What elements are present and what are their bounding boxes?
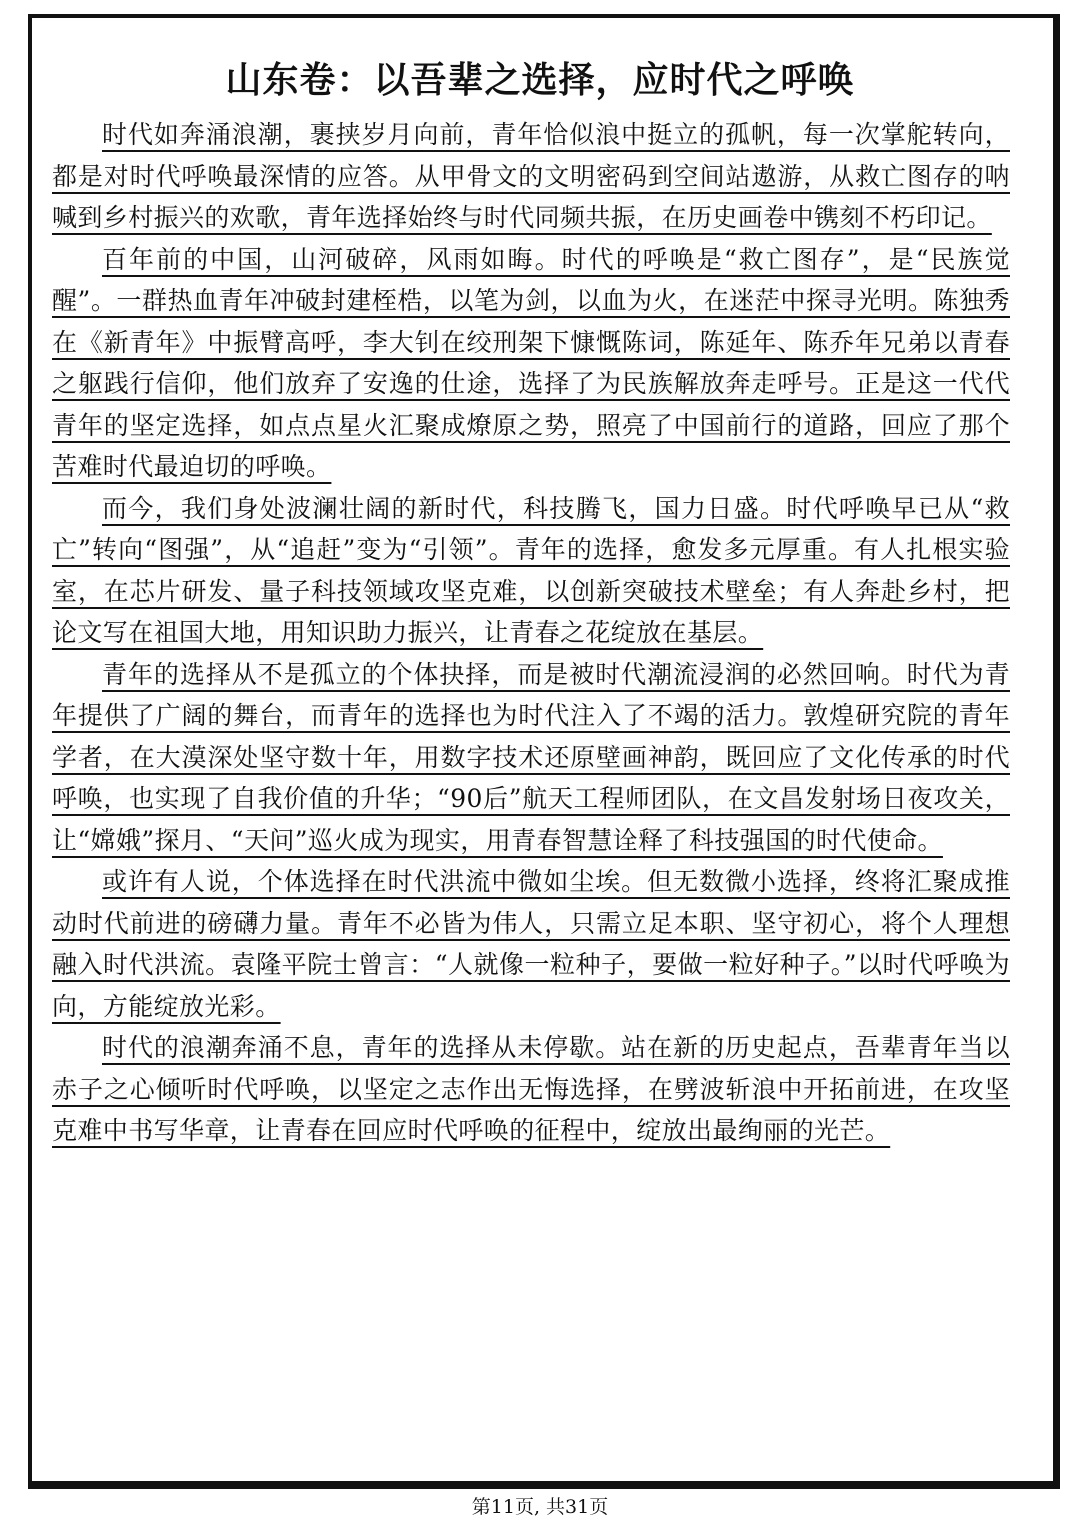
paragraph-text: 青年的选择从不是孤立的个体抉择，而是被时代潮流浸润的必然回响。时代为青年提供了广阔的舞台，而青年的选择也为时代注入了不竭的活力。敦煌研究院的青年学者，在大漠深处坚守数十年，用数字技术还原壁画神韵，既回应了文化传承的时代呼唤，也实现了自我价值的升华；“90后”航天工程师团队，在文昌发射场日夜攻关，让“嫦娥”探月、“天问”巡火成为现实，用青春智慧诠释了科技强国的时代使命。	[52, 659, 1010, 855]
paragraph-text: 时代的浪潮奔涌不息，青年的选择从未停歇。站在新的历史起点，吾辈青年当以赤子之心倾听时代呼唤，以坚定之志作出无悔选择，在劈波斩浪中开拓前进，在攻坚克难中书写华章，让青春在回应时代呼唤的征程中，绽放出最绚丽的光芒。	[52, 1033, 1010, 1145]
paragraph-1	[52, 114, 1010, 239]
essay-title: 山东卷：以吾辈之选择，应时代之呼唤	[225, 60, 855, 101]
paragraph-text: 或许有人说，个体选择在时代洪流中微如尘埃。但无数微小选择，终将汇聚成推动时代前进的磅礴力量。青年不必皆为伟人，只需立足本职、坚守初心，将个人理想融入时代洪流。袁隆平院士曾言：“人就像一粒种子，要做一粒好种子。”以时代呼唤为向，方能绽放光彩。	[52, 867, 1010, 1021]
page-number: 第11页, 共31页	[471, 1496, 609, 1518]
essay-body	[52, 114, 1010, 1152]
paragraph-text: 百年前的中国，山河破碎，风雨如晦。时代的呼唤是“救亡图存”，是“民族觉醒”。一群热血青年冲破封建桎梏，以笔为剑，以血为火，在迷茫中探寻光明。陈独秀在《新青年》中振臂高呼，李大钊在绞刑架下慷慨陈词，陈延年、陈乔年兄弟以青春之躯践行信仰，他们放弃了安逸的仕途，选择了为民族解放奔走呼号。正是这一代代青年的坚定选择，如点点星火汇聚成燎原之势，照亮了中国前行的道路，回应了那个苦难时代最迫切的呼唤。	[52, 244, 1010, 481]
paragraph-4	[52, 654, 1010, 862]
paragraph-6	[52, 1027, 1010, 1152]
paragraph-text: 时代如奔涌浪潮，裹挟岁月向前，青年恰似浪中挺立的孤帆，每一次掌舵转向，都是对时代呼唤最深情的应答。从甲骨文的文明密码到空间站遨游，从救亡图存的呐喊到乡村振兴的欢歌，青年选择始终与时代同频共振，在历史画卷中镌刻不朽印记。	[52, 120, 1010, 232]
paragraph-3	[52, 488, 1010, 654]
paragraph-text: 而今，我们身处波澜壮阔的新时代，科技腾飞，国力日盛。时代呼唤早已从“救亡”转向“图强”，从“追赶”变为“引领”。青年的选择，愈发多元厚重。有人扎根实验室，在芯片研发、量子科技领域攻坚克难，以创新突破技术壁垒；有人奔赴乡村，把论文写在祖国大地，用知识助力振兴，让青春之花绽放在基层。	[52, 493, 1010, 647]
paragraph-5	[52, 861, 1010, 1027]
paragraph-2	[52, 239, 1010, 488]
